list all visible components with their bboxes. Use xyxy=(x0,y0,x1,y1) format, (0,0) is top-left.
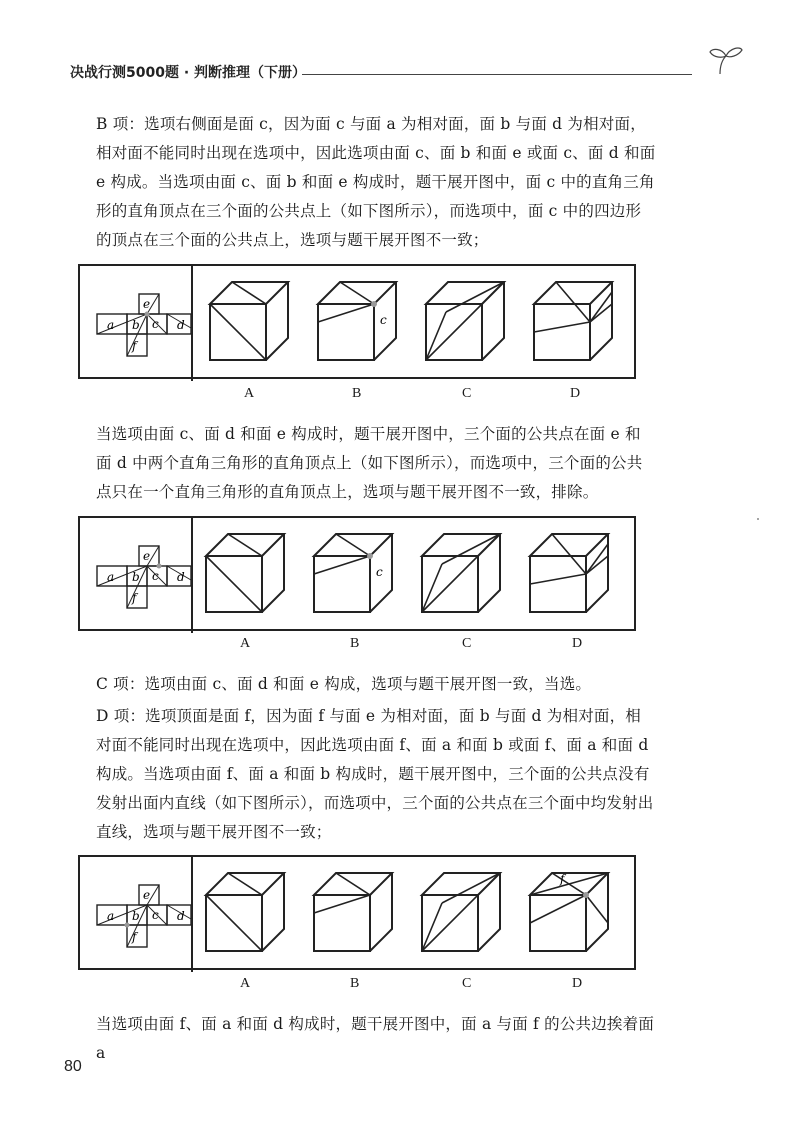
cube-option-b xyxy=(318,282,396,360)
figure-2-labels: A B C D xyxy=(240,636,583,651)
figure-2 xyxy=(78,516,636,631)
label-d: D xyxy=(570,386,581,401)
net-label-c: c xyxy=(152,317,159,331)
net-label-f: f xyxy=(132,339,137,353)
net-label-a: a xyxy=(107,318,115,332)
svg-text:f: f xyxy=(560,872,565,886)
svg-text:a: a xyxy=(107,570,115,584)
figure-1 xyxy=(78,264,636,379)
label-a: A xyxy=(244,386,255,401)
svg-text:e: e xyxy=(143,549,151,563)
svg-text:c: c xyxy=(152,908,159,922)
paragraph-c-option: C 项：选项由面 c、面 d 和面 e 构成，选项与题干展开图一致，当选。 xyxy=(96,675,592,693)
paragraph-d-option-cont: 当选项由面 f、面 a 和面 d 构成时，题干展开图中，面 a 与面 f 的公共边挨着面 a xyxy=(96,1015,655,1062)
page-number: 80 xyxy=(64,1058,82,1075)
figure-1-labels xyxy=(78,386,636,406)
paragraph-d-option: D 项：选项顶面是面 f，因为面 f 与面 e 为相对面，面 b 与面 d 为相对面，相对面不能同时出现在选项中，因此选项由面 f、面 a 和面 b 或面 f、面 a 和面 d 构成。当选项由面 f、面 a 和面 b 构成时，题干展开图中，三个面的公共点没有发射出面内直线（如下图所示），而选项中，三个面的公共点在三个面中均发射出直线，选项与题干展开图不一致； xyxy=(96,707,654,841)
label-c: C xyxy=(462,386,472,401)
paragraph-b-option: B 项：选项右侧面是面 c，因为面 c 与面 a 为相对面，面 b 与面 d 为相对面，相对面不能同时出现在选项中，因此选项由面 c、面 b 和面 e 或面 c、面 d 和面 e 构成。当选项由面 c、面 b 和面 e 构成时，题干展开图中，面 c 中的直角三角形的直角顶点在三个面的公共点上（如下图所示），而选项中，面 c 中的四边形的顶点在三个面的公共点上，选项与题干展开图不一致； xyxy=(96,115,656,249)
figure-3-labels: A B C D xyxy=(240,976,583,991)
cube-net xyxy=(97,294,191,356)
label-b: B xyxy=(352,386,362,401)
book-title: 决战行测5000题 · 判断推理（下册） xyxy=(70,65,307,81)
svg-text:f: f xyxy=(132,930,137,944)
paragraph-b-option-cont: 当选项由面 c、面 d 和面 e 构成时，题干展开图中，三个面的公共点在面 e 和面 d 中两个直角三角形的直角顶点上（如下图所示），而选项中，三个面的公共点只在一个直角三角形的直角顶点上，选项与题干展开图不一致，排除。 xyxy=(96,425,643,501)
sprout-icon xyxy=(706,44,746,78)
cube-option-a xyxy=(210,282,288,360)
svg-text:b: b xyxy=(132,570,140,584)
svg-text:d: d xyxy=(177,909,185,923)
running-header xyxy=(70,62,730,92)
cube-b-label: c xyxy=(380,313,387,327)
header-rule xyxy=(302,74,692,75)
svg-text:d: d xyxy=(177,570,185,584)
svg-text:a: a xyxy=(107,909,115,923)
svg-text:f: f xyxy=(132,591,137,605)
speck xyxy=(757,518,759,520)
net-label-b: b xyxy=(132,318,140,332)
cube-option-d xyxy=(534,282,612,360)
figure-3 xyxy=(78,855,636,970)
svg-text:e: e xyxy=(143,888,151,902)
net-label-e: e xyxy=(143,297,151,311)
svg-text:c: c xyxy=(376,565,383,579)
net-label-d: d xyxy=(177,318,185,332)
svg-text:c: c xyxy=(152,569,159,583)
cube-option-c xyxy=(426,282,504,360)
svg-text:b: b xyxy=(132,909,140,923)
